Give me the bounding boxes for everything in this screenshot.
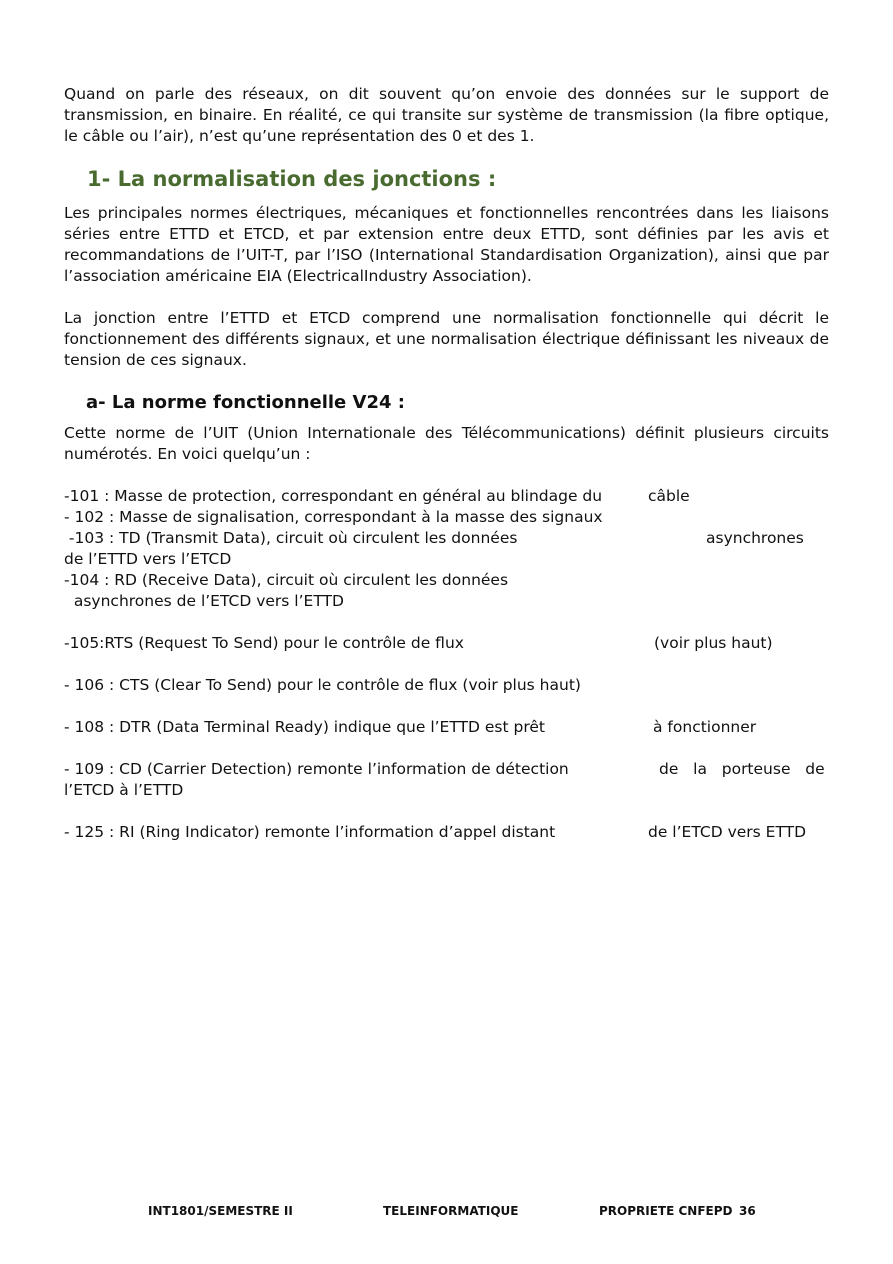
subsection-a-paragraph: Cette norme de l’UIT (Union Internationale des Télécommunications) définit plusieurs circuits numérotés. En voici quelqu’un :	[64, 424, 829, 463]
circuit-104-cont-text: asynchrones de l’ETCD vers l’ETTD	[64, 592, 344, 610]
circuit-101-text: -101 : Masse de protection, correspondant en général au blindage du	[64, 487, 603, 505]
page-content	[64, 84, 829, 843]
circuit-104-text: -104 : RD (Receive Data), circuit où circulent les données	[64, 571, 509, 589]
circuit-108-tail: à fonctionner	[653, 718, 757, 736]
circuit-125-tail: de l’ETCD vers ETTD	[648, 823, 807, 841]
circuit-104	[64, 570, 829, 591]
footer-page-number: 36	[739, 1204, 756, 1218]
circuit-101	[64, 486, 829, 507]
circuit-125-text: - 125 : RI (Ring Indicator) remonte l’information d’appel distant	[64, 823, 556, 841]
section-1-paragraph-2: La jonction entre l’ETTD et ETCD comprend une normalisation fonctionnelle qui décrit le fonctionnement des différents signaux, et une normalisation électrique définissant les niveaux de tension de ces signaux.	[64, 309, 829, 369]
circuit-103-tail: asynchrones	[706, 529, 804, 547]
section-1-heading: 1- La normalisation des jonctions :	[87, 167, 497, 191]
circuit-109-continuation	[64, 780, 829, 801]
footer-owner: PROPRIETE CNFEPD	[599, 1204, 733, 1218]
circuit-106	[64, 675, 829, 696]
circuit-103-cont-text: de l’ETTD vers l’ETCD	[64, 550, 232, 568]
circuit-109	[64, 759, 829, 780]
circuit-102	[64, 507, 829, 528]
circuit-103	[64, 528, 829, 549]
circuit-109-cont-text: l’ETCD à l’ETTD	[64, 781, 184, 799]
circuit-106-text: - 106 : CTS (Clear To Send) pour le contrôle de flux (voir plus haut)	[64, 676, 581, 694]
circuit-105-text: -105:RTS (Request To Send) pour le contrôle de flux	[64, 634, 464, 652]
circuit-109-text: - 109 : CD (Carrier Detection) remonte l’information de détection	[64, 760, 569, 778]
circuit-108	[64, 717, 829, 738]
circuit-105-tail: (voir plus haut)	[654, 634, 773, 652]
subsection-a-heading: a- La norme fonctionnelle V24 :	[86, 392, 405, 413]
circuit-108-text: - 108 : DTR (Data Terminal Ready) indique que l’ETTD est prêt	[64, 718, 545, 736]
circuit-105	[64, 633, 829, 654]
circuit-125	[64, 822, 829, 843]
footer-course-code: INT1801/SEMESTRE II	[148, 1204, 293, 1218]
circuit-102-text: - 102 : Masse de signalisation, correspondant à la masse des signaux	[64, 508, 603, 526]
circuit-101-tail: câble	[648, 487, 690, 505]
circuit-103-continuation	[64, 549, 829, 570]
circuit-104-continuation	[64, 591, 829, 612]
circuit-103-text: -103 : TD (Transmit Data), circuit où circulent les données	[64, 529, 518, 547]
intro-paragraph: Quand on parle des réseaux, on dit souvent qu’on envoie des données sur le support de transmission, en binaire. En réalité, ce qui transite sur système de transmission (la fibre optique, le câble ou l’air), n’est qu’une représentation des 0 et des 1.	[64, 85, 829, 145]
section-1-paragraph-1: Les principales normes électriques, mécaniques et fonctionnelles rencontrées dans les liaisons séries entre ETTD et ETCD, et par extension entre deux ETTD, sont définies par les avis et recommandations de l’UIT-T, par l’ISO (International Standardisation Organization), ainsi que par l’association américaine EIA (ElectricalIndustry Association).	[64, 204, 829, 285]
circuit-109-tail: de la porteuse de	[659, 760, 825, 778]
footer-subject: TELEINFORMATIQUE	[383, 1204, 519, 1218]
